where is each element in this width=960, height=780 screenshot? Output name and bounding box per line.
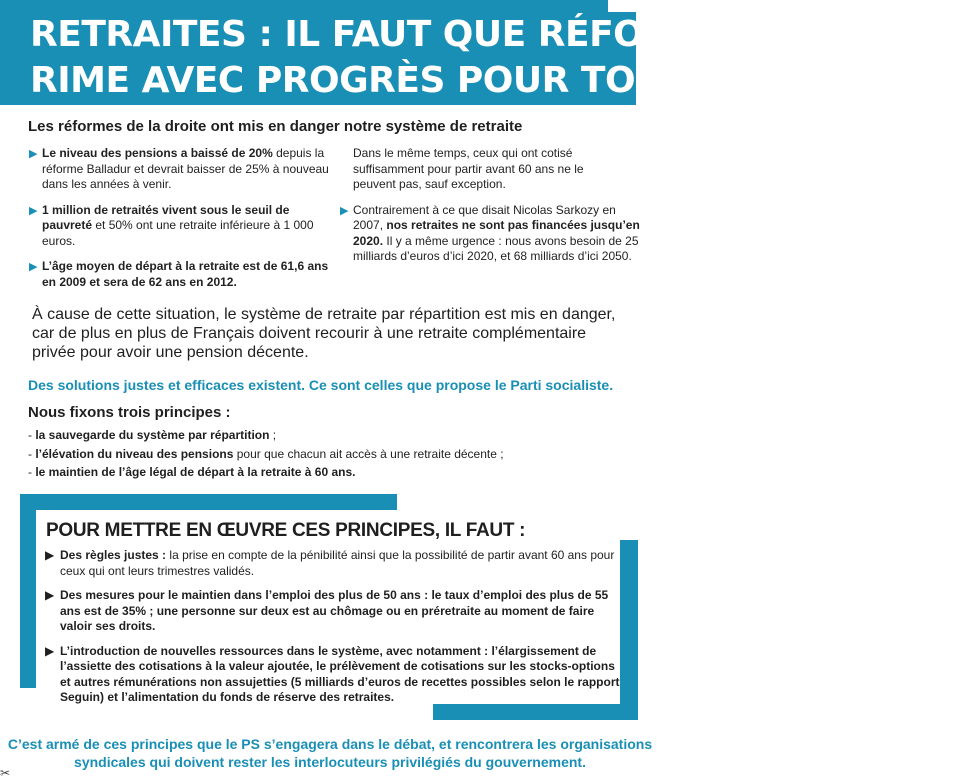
- bullet-item: [29, 146, 332, 193]
- principes-title: Nous fixons trois principes :: [28, 404, 231, 421]
- bullet-item: [29, 259, 332, 290]
- box-frame-top: [20, 494, 397, 510]
- box-item: [45, 548, 620, 579]
- principe-item: - l’élévation du niveau des pensions pour que chacun ait accès à une retraite décente ;: [28, 446, 504, 461]
- principe-bold: la sauvegarde du système par répartition: [35, 428, 270, 442]
- box-frame-left: [20, 494, 36, 688]
- bullet-bold: Le niveau des pensions a baissé de 20%: [42, 146, 273, 160]
- bullet-item: [340, 202, 643, 265]
- page-title-line-1: RETRAITES : IL FAUT QUE RÉFORME: [30, 14, 730, 55]
- arrow-right-icon: ▶: [45, 643, 55, 658]
- left-bullet-column: [29, 146, 332, 299]
- right-bullet-column: [340, 146, 643, 274]
- principe-text: pour que chacun ait accès à une retraite décente ;: [233, 446, 504, 461]
- arrow-right-icon: ▶: [45, 588, 55, 602]
- section-subtitle: Les réformes de la droite ont mis en danger notre système de retraite: [28, 118, 523, 135]
- principe-text: ;: [269, 428, 277, 442]
- box-item-text: la prise en compte de la pénibilité ainsi que la possibilité de partir avant 60 ans pour ceux qui ont leurs trimestres validés.: [60, 548, 615, 578]
- bullet-bold: 1 million de retraités vivent sous le seuil de pauvreté: [42, 202, 290, 232]
- situation-paragraph: À cause de cette situation, le système de retraite par répartition est mis en danger, car de plus en plus de Français doivent recourir à une retraite complémentaire privée pour avoir une pension décente.: [32, 306, 616, 361]
- arrow-right-icon: ▶: [29, 148, 38, 160]
- bullet-item: [29, 202, 332, 250]
- page-title-line-2: RIME AVEC PROGRÈS POUR TOUS: [30, 60, 690, 101]
- principe-bold: l’élévation du niveau des pensions: [35, 446, 234, 461]
- right-intro: Dans le même temps, ceux qui ont cotisé suffisamment pour partir avant 60 ans ne le peuvent pas, sauf exception.: [353, 146, 584, 191]
- box-item: [45, 588, 620, 635]
- bullet-text: depuis la réforme Balladur et devrait baisser de 25% à nouveau dans les années à venir.: [42, 146, 329, 191]
- principe-item: - la sauvegarde du système par répartition ;: [28, 428, 277, 442]
- bullet-bold: nos retraites ne sont pas financées jusqu’en 2020.: [353, 218, 640, 248]
- closing-statement: C’est armé de ces principes que le PS s’engagera dans le débat, et rencontrera les organisations syndicales qui doivent rester les interlocuteurs privilégiés du gouvernement.: [7, 736, 653, 770]
- principes-list: [28, 426, 504, 482]
- solutions-statement: Des solutions justes et efficaces existent. Ce sont celles que propose le Parti socialiste.: [28, 377, 614, 393]
- box-item-bold: Des règles justes :: [60, 548, 167, 562]
- arrow-right-icon: ▶: [340, 204, 349, 217]
- scissors-icon: ✂: [0, 766, 11, 780]
- box-item-bold: Des mesures pour le maintien dans l’emploi des plus de 50 ans : le taux d’emploi des plus de 55 ans est de 35% ; une personne sur deux est au chômage ou en préretraite au moment de faire valoir ses droits.: [60, 588, 609, 633]
- arrow-right-icon: ▶: [29, 261, 38, 273]
- bullet-text: Contrairement à ce que disait Nicolas Sarkozy en 2007,: [353, 202, 616, 232]
- principe-bold: le maintien de l’âge légal de départ à la retraite à 60 ans.: [35, 465, 356, 479]
- arrow-right-icon: ▶: [45, 548, 55, 562]
- banner-notch: [608, 0, 636, 12]
- box-item-bold: L’introduction de nouvelles ressources dans le système, avec notamment : l’élargissement de l’assiette des cotisations à la valeur ajoutée, le prélèvement de cotisations sur les stocks-options et autres rémunérations non assujetties (5 milliards d’euros de recettes possibles selon le rapport Seguin) et l’alimentation du fonds de réserve des retraites.: [60, 643, 620, 704]
- box-frame-right: [620, 540, 638, 720]
- bullet-text: et 50% ont une retraite inférieure à 1 000 euros.: [42, 218, 314, 248]
- bullet-text: Il y a même urgence : nous avons besoin de 25 milliards d’euros d’ici 2020, et 68 milliards d’ici 2050.: [353, 233, 639, 263]
- bullet-bold: L’âge moyen de départ à la retraite est de 61,6 ans en 2009 et sera de 62 ans en 2012.: [42, 259, 329, 289]
- box-items: [45, 548, 620, 715]
- box-item: [45, 643, 620, 706]
- box-title: POUR METTRE EN ŒUVRE CES PRINCIPES, IL FAUT :: [46, 520, 526, 541]
- arrow-right-icon: ▶: [29, 204, 38, 217]
- principe-item: - le maintien de l’âge légal de départ à la retraite à 60 ans.: [28, 465, 356, 479]
